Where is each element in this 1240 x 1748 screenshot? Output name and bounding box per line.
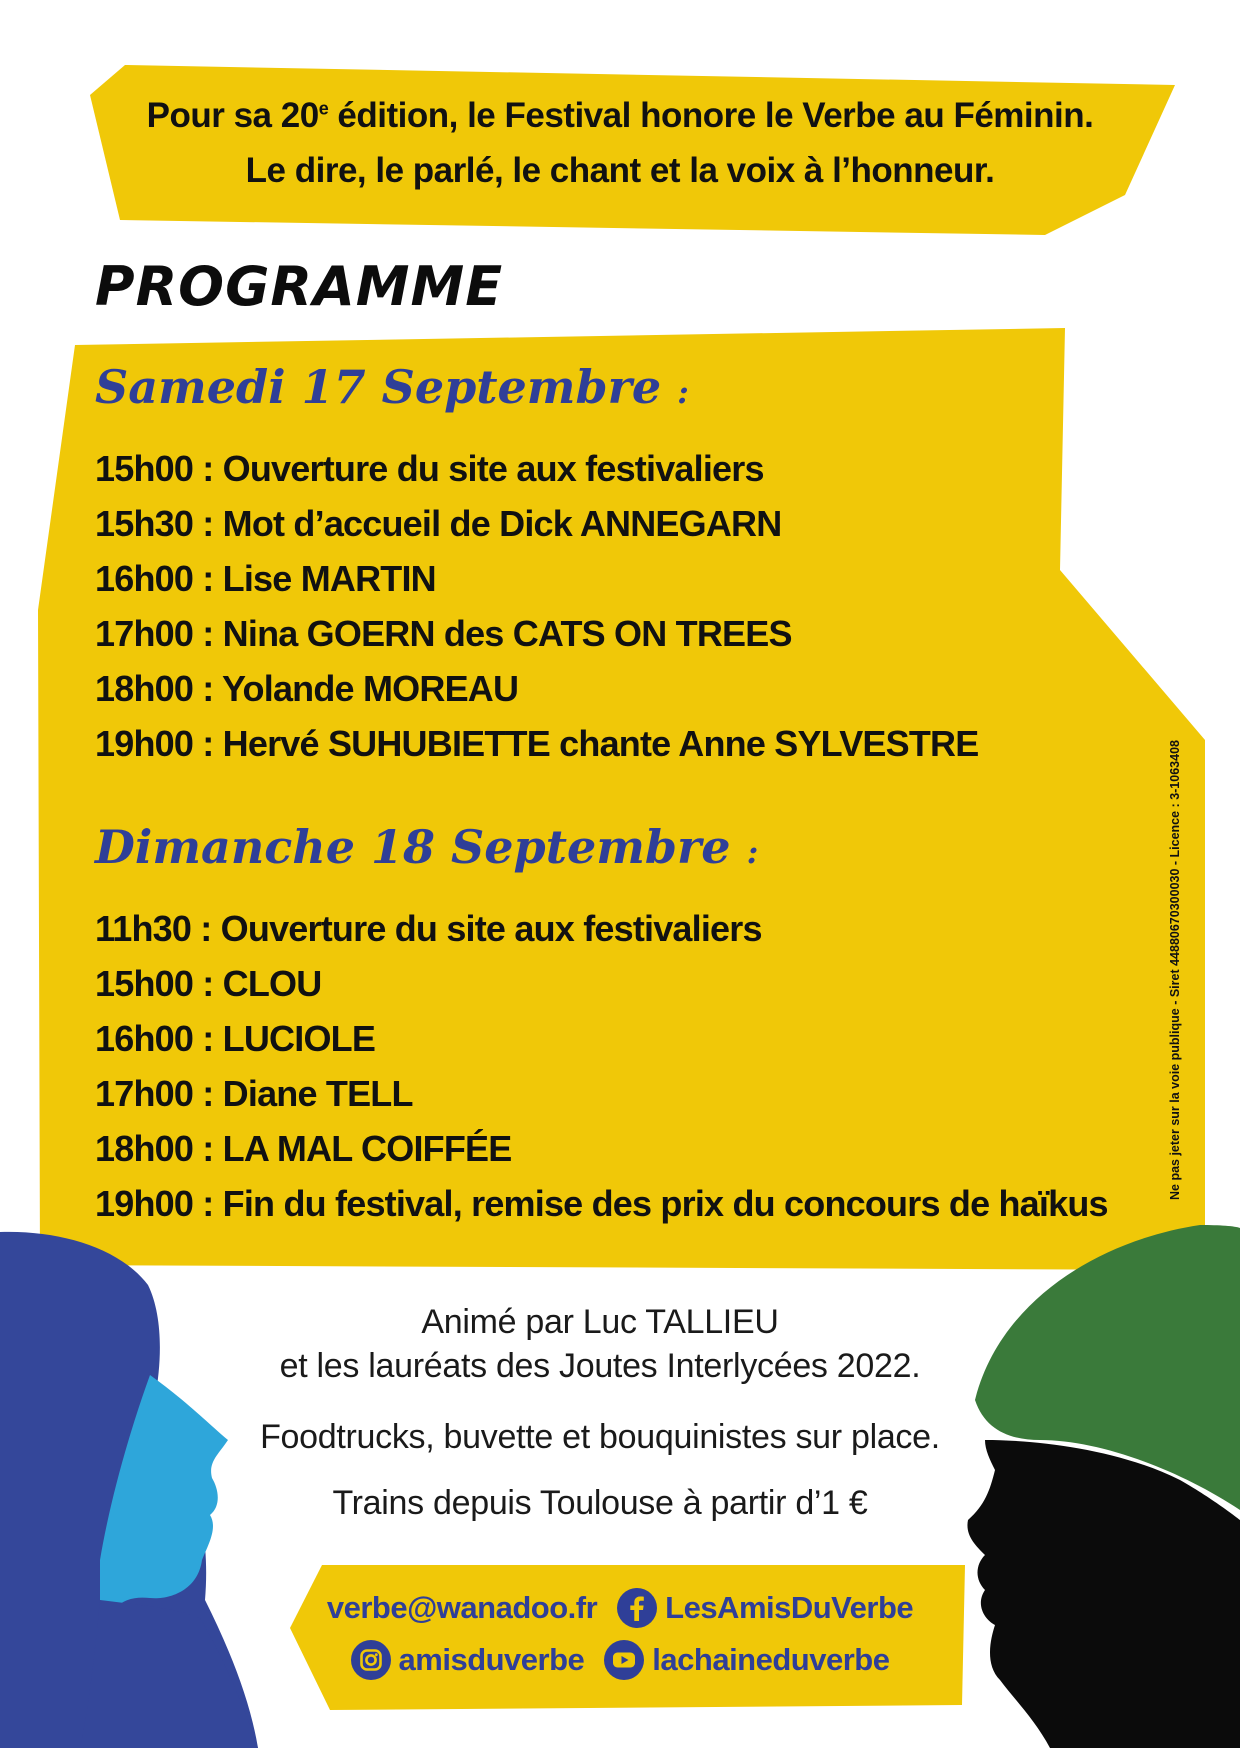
schedule-saturday — [95, 441, 978, 771]
info-food: Foodtrucks, buvette et bouquinistes sur place. — [260, 1418, 940, 1456]
contacts-row-1 — [300, 1582, 940, 1634]
email-link[interactable]: verbe@wanadoo.fr — [326, 1590, 598, 1625]
facebook-icon — [617, 1588, 657, 1628]
legal-notice: Ne pas jeter sur la voie publique - Siret 44880670300030 - Licence : 3-1063408 — [1168, 740, 1182, 1200]
info-hosts — [240, 1300, 960, 1388]
schedule-item: 15h30 : Mot d’accueil de Dick ANNEGARN — [95, 503, 782, 544]
youtube-icon — [604, 1640, 644, 1680]
schedule-item: 16h00 : Lise MARTIN — [95, 558, 436, 599]
schedule-item: 18h00 : Yolande MOREAU — [95, 668, 519, 709]
intro-line-2: Le dire, le parlé, le chant et la voix à l’honneur. — [245, 151, 995, 190]
youtube-link[interactable]: lachaineduverbe — [604, 1640, 889, 1680]
day-heading-saturday: Samedi 17 Septembre : — [95, 360, 689, 414]
info-laureates: et les lauréats des Joutes Interlycées 2022. — [279, 1347, 921, 1385]
schedule-item: 15h00 : Ouverture du site aux festivaliers — [95, 448, 764, 489]
schedule-item: 17h00 : Nina GOERN des CATS ON TREES — [95, 613, 792, 654]
schedule-item: 19h00 : Hervé SUHUBIETTE chante Anne SYLVESTRE — [95, 723, 979, 764]
intro-line-1: Pour sa 20e édition, le Festival honore le Verbe au Féminin. — [146, 96, 1094, 135]
contacts-row-2 — [300, 1634, 940, 1686]
programme-title: PROGRAMME — [95, 255, 504, 318]
facebook-link[interactable]: LesAmisDuVerbe — [617, 1588, 913, 1628]
info-trains: Trains depuis Toulouse à partir d’1 € — [332, 1484, 868, 1522]
instagram-link[interactable]: amisduverbe — [351, 1640, 585, 1680]
contacts — [300, 1582, 940, 1686]
schedule-item: 18h00 : LA MAL COIFFÉE — [95, 1128, 512, 1169]
schedule-item: 15h00 : CLOU — [95, 963, 322, 1004]
schedule-item: 11h30 : Ouverture du site aux festivaliers — [95, 908, 762, 949]
right-silhouette-face — [967, 1440, 1240, 1748]
day-heading-sunday: Dimanche 18 Septembre : — [95, 820, 759, 874]
schedule-item: 16h00 : LUCIOLE — [95, 1018, 376, 1059]
instagram-icon — [351, 1640, 391, 1680]
schedule-item: 17h00 : Diane TELL — [95, 1073, 413, 1114]
intro-text — [110, 88, 1130, 198]
schedule-sunday — [95, 901, 1108, 1231]
info-hosted-by: Animé par Luc TALLIEU — [421, 1303, 779, 1341]
schedule-item: 19h00 : Fin du festival, remise des prix du concours de haïkus — [95, 1183, 1108, 1224]
